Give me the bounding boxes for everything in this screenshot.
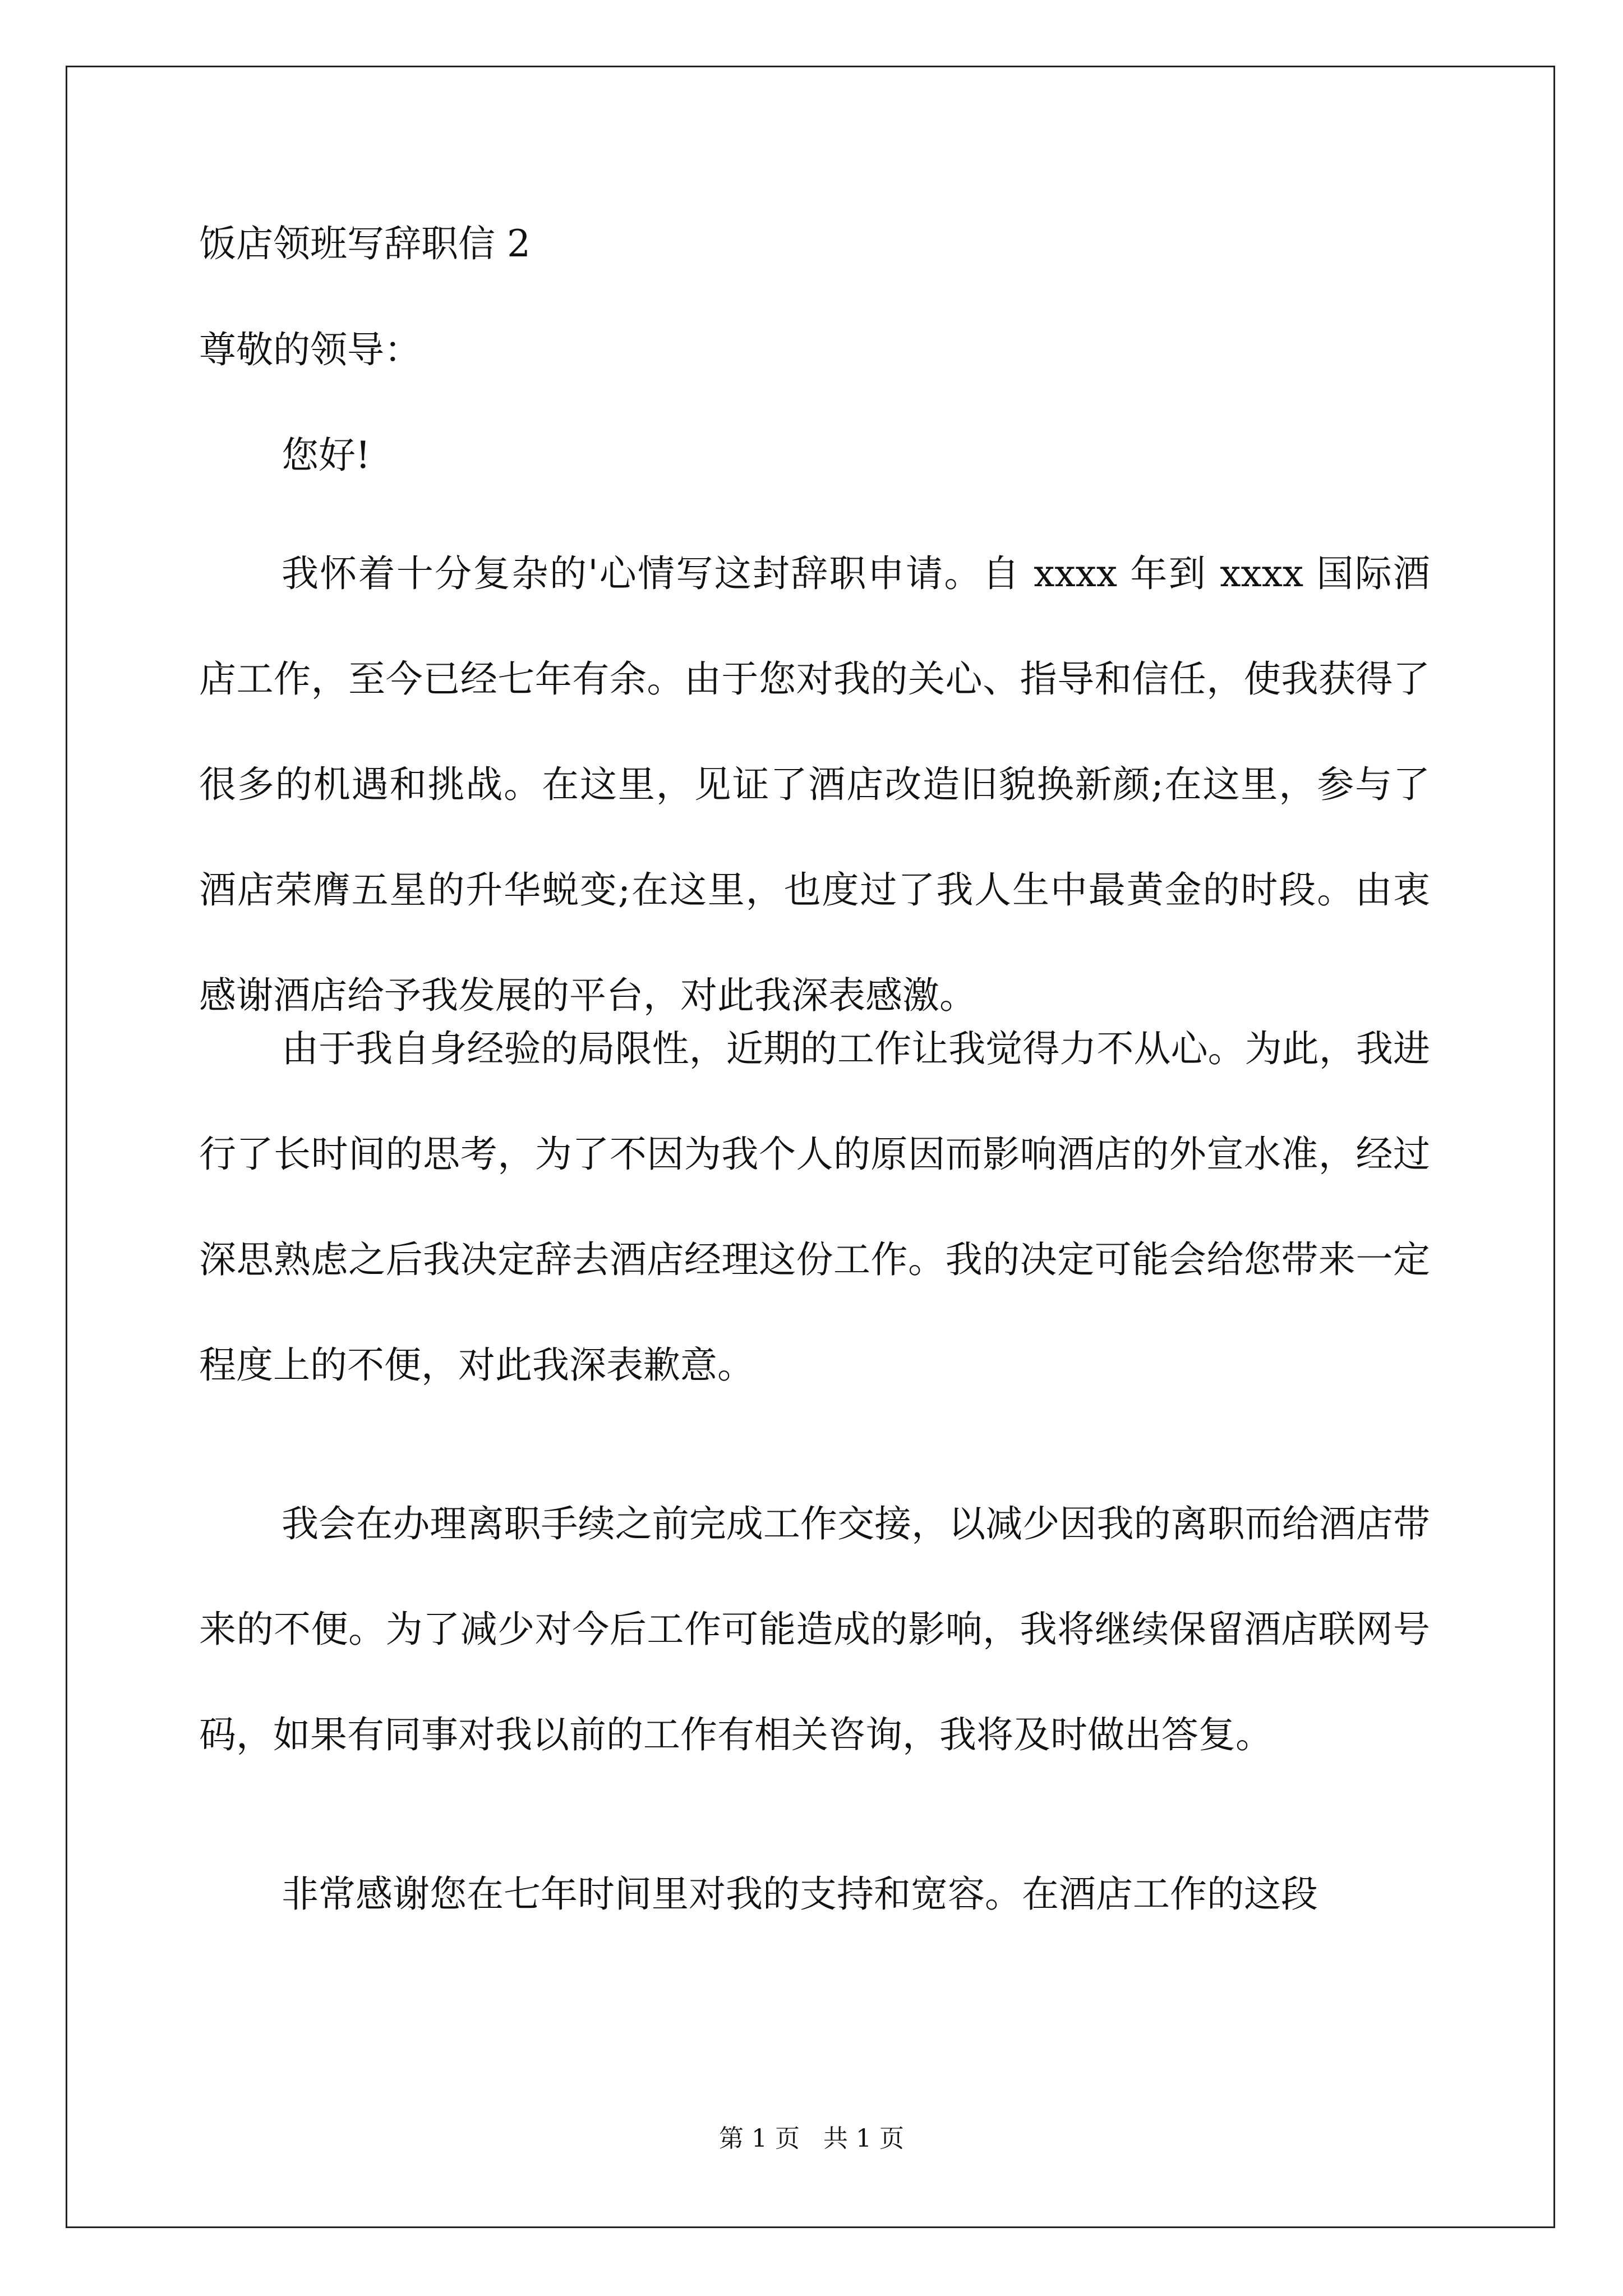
body-paragraph-4: 非常感谢您在七年时间里对我的支持和宽容。在酒店工作的这段 xyxy=(282,1872,1318,1916)
body-paragraph-2: 由于我自身经验的局限性，近期的工作让我觉得力不从心。为此，我进行了长时间的思考，为了不因为我个人的原因而影响酒店的外宣水准，经过深思熟虑之后我决定辞去酒店经理这份工作。我的决定可能会给您带来一定程度上的不便，对此我深表歉意。 xyxy=(199,1027,1430,1387)
document-title: 饭店领班写辞职信 2 xyxy=(199,222,531,265)
body-paragraph-1: 我怀着十分复杂的'心情写这封辞职申请。自 xxxx 年到 xxxx 国际酒店工作，至今已经七年有余。由于您对我的关心、指导和信任，使我获得了很多的机遇和挑战。在这里，见证了酒店改造旧貌换新颜;在这里，参与了酒店荣膺五星的升华蜕变;在这里，也度过了我人生中最黄金的时段。由衷感谢酒店给予我发展的平台，对此我深表感激。 xyxy=(199,552,1430,1017)
body-paragraph-3: 我会在办理离职手续之前完成工作交接，以减少因我的离职而给酒店带来的不便。为了减少对今后工作可能造成的影响，我将继续保留酒店联网号码，如果有同事对我以前的工作有相关咨询，我将及时做出答复。 xyxy=(199,1502,1430,1756)
page-footer: 第 1 页 共 1 页 xyxy=(719,2124,904,2153)
salutation: 尊敬的领导： xyxy=(199,328,421,371)
greeting: 您好! xyxy=(282,434,371,477)
